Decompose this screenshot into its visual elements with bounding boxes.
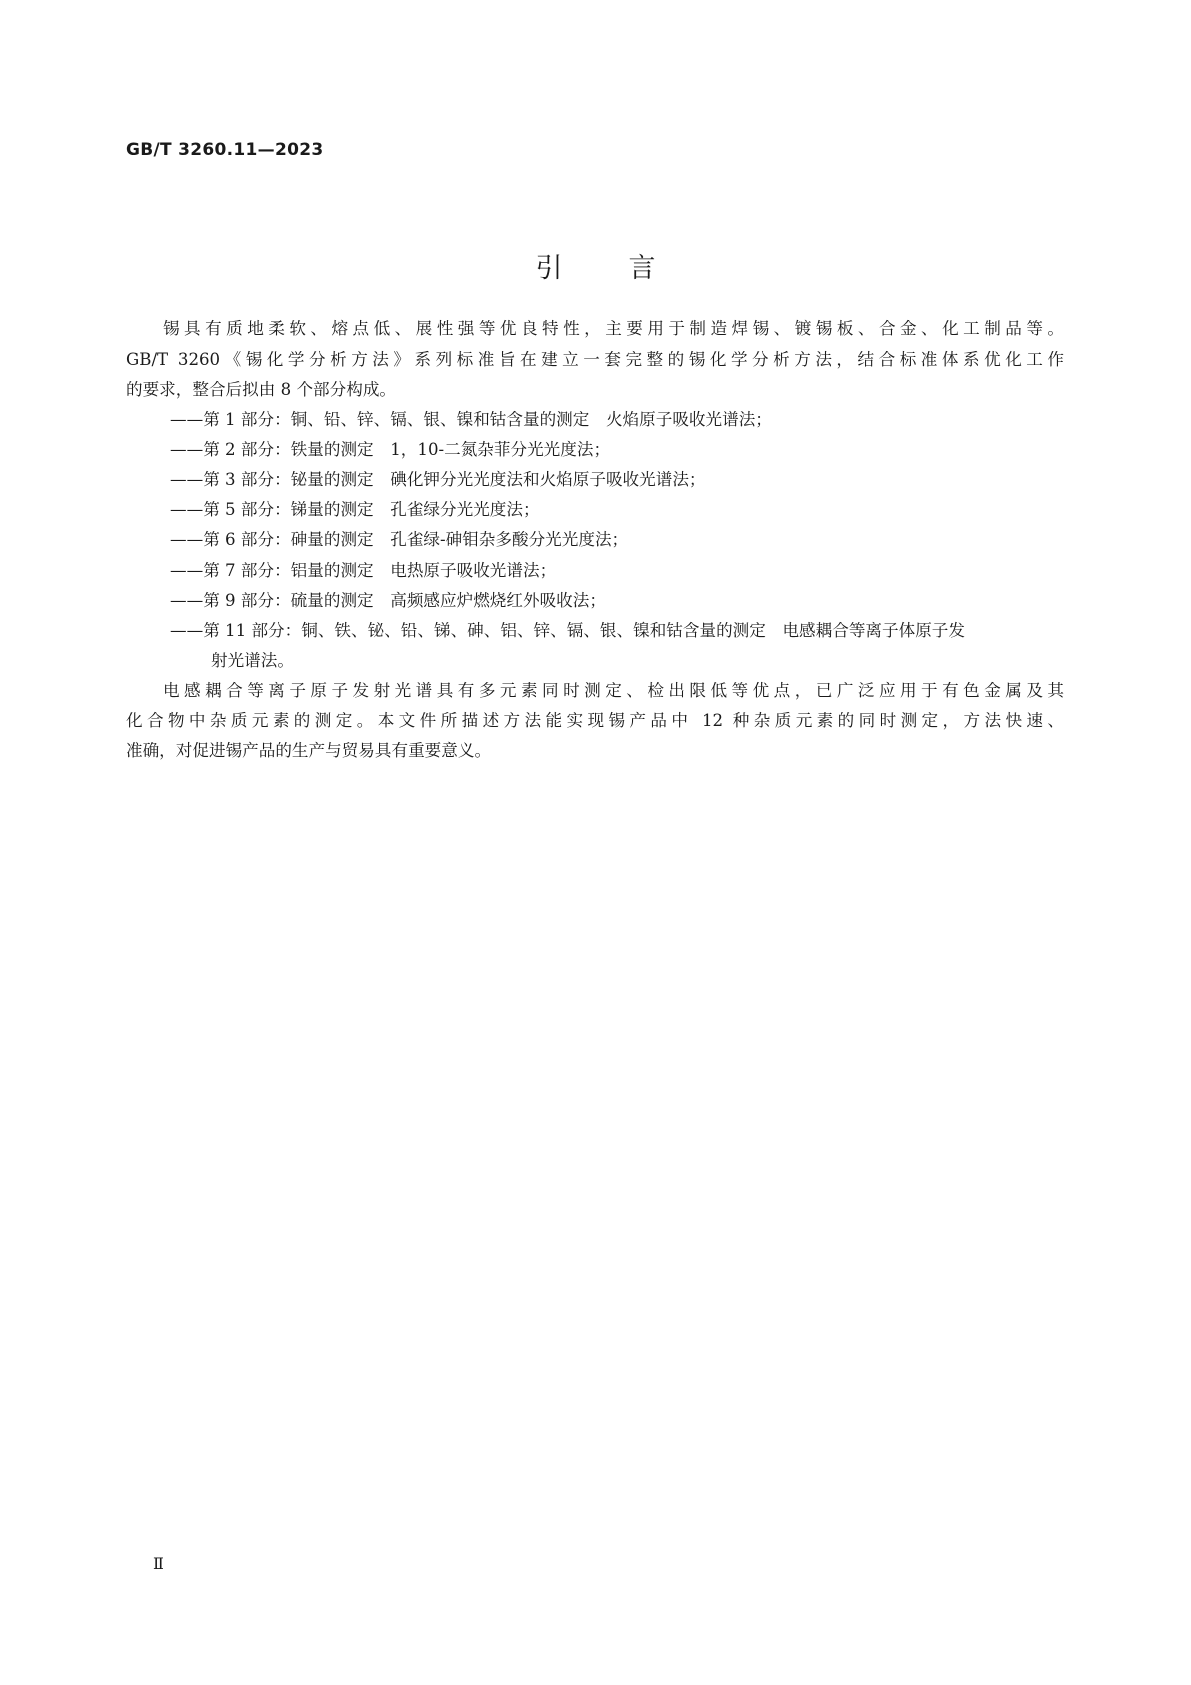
intro-line: GB/T 3260《锡化学分析方法》系列标准旨在建立一套完整的锡化学分析方法，结合标准体系优化工作 bbox=[126, 350, 1064, 369]
page-number: Ⅱ bbox=[153, 1554, 164, 1573]
list-item: ——第 3 部分：铋量的测定 碘化钾分光光度法和火焰原子吸收光谱法； bbox=[170, 470, 706, 489]
list-item-continuation: 射光谱法。 bbox=[211, 651, 294, 670]
list-item: ——第 6 部分：砷量的测定 孔雀绿-砷钼杂多酸分光光度法； bbox=[170, 530, 629, 549]
list-item: ——第 7 部分：铝量的测定 电热原子吸收光谱法； bbox=[170, 561, 557, 580]
list-item: ——第 9 部分：硫量的测定 高频感应炉燃烧红外吸收法； bbox=[170, 591, 606, 610]
page-title: 引言 bbox=[535, 253, 722, 284]
list-item: ——第 5 部分：锑量的测定 孔雀绿分光光度法； bbox=[170, 500, 540, 519]
list-item: ——第 1 部分：铜、铅、锌、镉、银、镍和钴含量的测定 火焰原子吸收光谱法； bbox=[170, 410, 772, 429]
closing-line: 电感耦合等离子原子发射光谱具有多元素同时测定、检出限低等优点，已广泛应用于有色金属及其 bbox=[163, 681, 1064, 700]
list-item: ——第 11 部分：铜、铁、铋、铅、锑、砷、铝、锌、镉、银、镍和钴含量的测定 电感耦合等离子体原子发 bbox=[170, 621, 965, 640]
document-header-code: GB/T 3260.11—2023 bbox=[126, 140, 324, 160]
closing-line: 化合物中杂质元素的测定。本文件所描述方法能实现锡产品中 12 种杂质元素的同时测定，方法快速、 bbox=[126, 711, 1064, 730]
list-item: ——第 2 部分：铁量的测定 1，10-二氮杂菲分光光度法； bbox=[170, 440, 611, 459]
closing-line: 准确，对促进锡产品的生产与贸易具有重要意义。 bbox=[126, 741, 492, 760]
intro-line: 锡具有质地柔软、熔点低、展性强等优良特性，主要用于制造焊锡、镀锡板、合金、化工制品等。 bbox=[163, 319, 1064, 338]
intro-line: 的要求，整合后拟由 8 个部分构成。 bbox=[126, 380, 397, 399]
